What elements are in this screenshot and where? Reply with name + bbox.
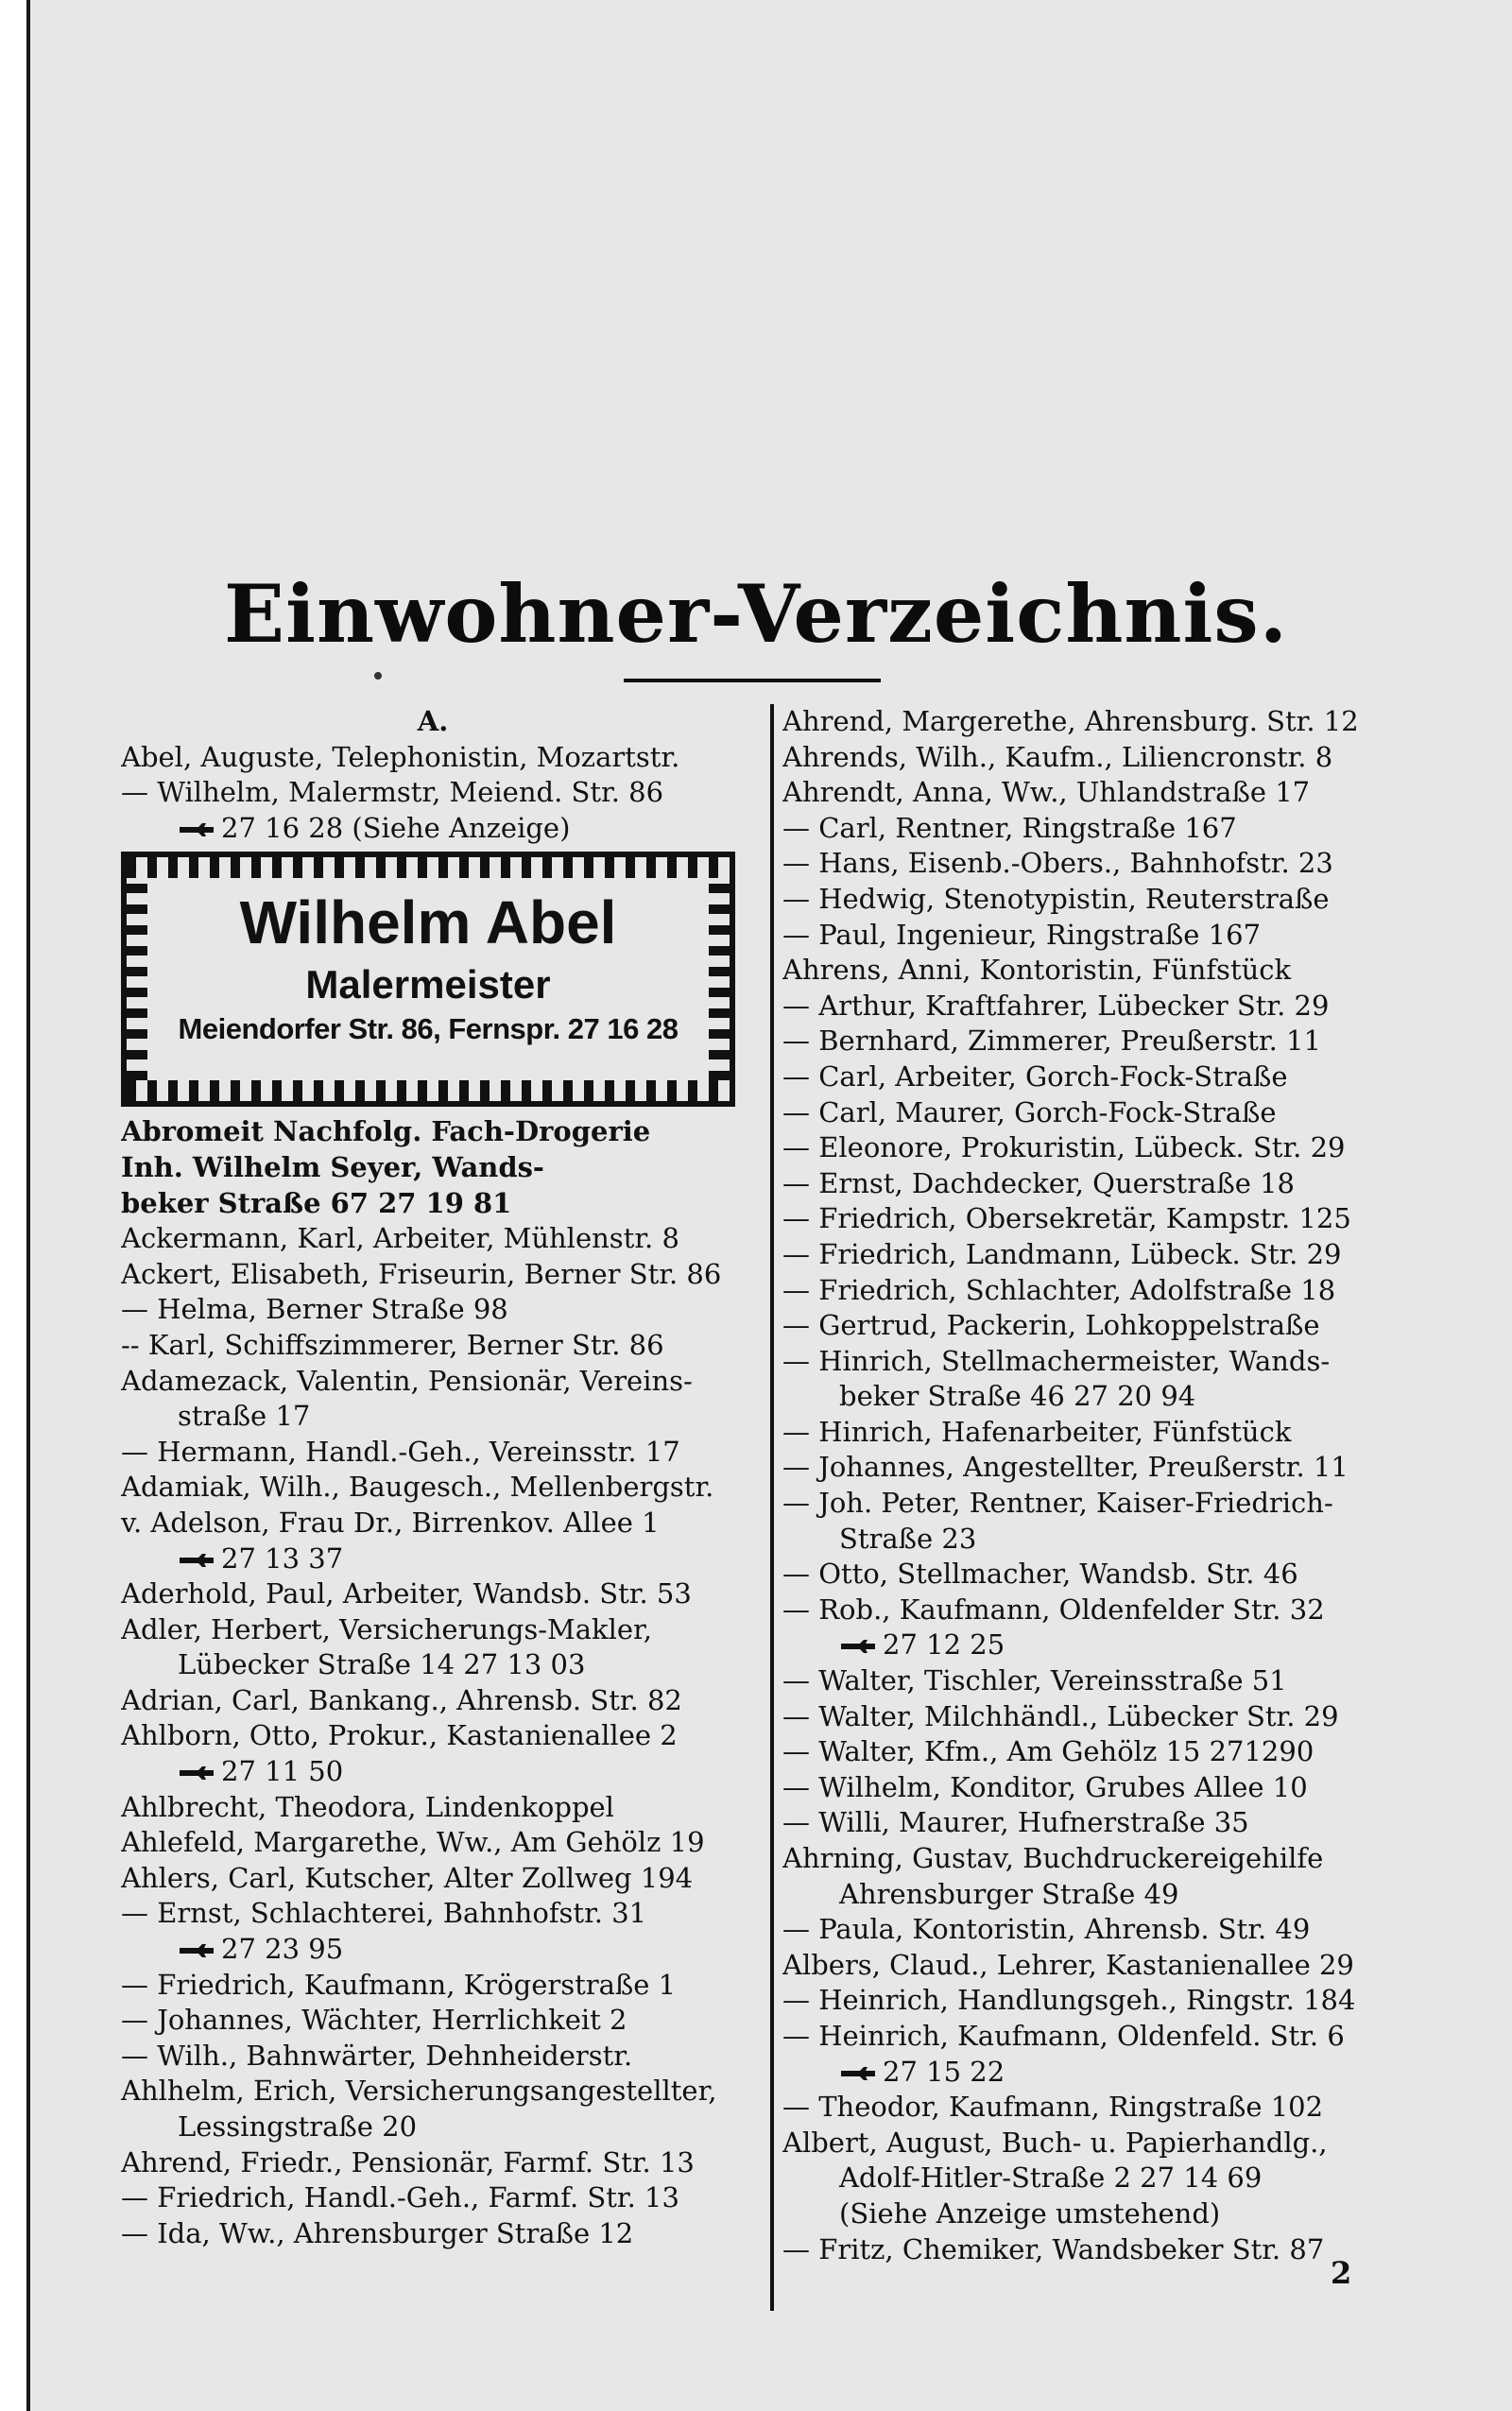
pointing-hand-icon xyxy=(178,821,215,838)
directory-entry-line xyxy=(782,2232,1406,2268)
right-column xyxy=(782,704,1406,2267)
entry-text: — Johannes, Wächter, Herrlichkeit 2 xyxy=(121,2004,627,2037)
directory-entry-line xyxy=(121,1576,745,1612)
entry-text: 27 13 37 xyxy=(221,1541,344,1575)
directory-entry-line xyxy=(782,1450,1406,1486)
entry-text: Albert, August, Buch- u. Papierhandlg., xyxy=(782,2126,1328,2159)
directory-entry-line xyxy=(121,1683,745,1719)
entry-text: — Paula, Kontoristin, Ahrensb. Str. 49 xyxy=(782,1913,1311,1946)
directory-entry-line xyxy=(782,1166,1406,1202)
directory-entry-line xyxy=(121,1506,745,1541)
directory-entry-line xyxy=(782,1912,1406,1948)
entry-text: Lübecker Straße 14 27 13 03 xyxy=(178,1648,586,1681)
left-column xyxy=(121,704,745,2251)
pointing-hand-icon xyxy=(839,1638,877,1655)
directory-entry-line xyxy=(782,1770,1406,1806)
directory-entry-line xyxy=(782,1593,1406,1628)
directory-entry-line xyxy=(782,918,1406,954)
directory-entry-line xyxy=(782,1059,1406,1095)
directory-entry-line xyxy=(782,1877,1406,1913)
directory-entry-line xyxy=(782,1948,1406,1984)
directory-entry-line xyxy=(121,2145,745,2181)
entry-text: — Hinrich, Stellmachermeister, Wands- xyxy=(782,1344,1331,1377)
entry-text: — Ernst, Dachdecker, Querstraße 18 xyxy=(782,1166,1295,1199)
entry-text: — Walter, Milchhändl., Lübecker Str. 29 xyxy=(782,1699,1339,1732)
directory-entry-line xyxy=(121,1825,745,1861)
entry-text: Abromeit Nachfolg. Fach-Drogerie xyxy=(121,1115,651,1148)
directory-entry-line xyxy=(121,704,745,740)
entry-text: Ahrends, Wilh., Kaufm., Liliencronstr. 8 xyxy=(782,740,1333,773)
entry-text: Ahlborn, Otto, Prokur., Kastanienallee 2 xyxy=(121,1719,678,1752)
directory-entry-line xyxy=(782,1273,1406,1309)
entry-text: — Carl, Rentner, Ringstraße 167 xyxy=(782,811,1237,844)
entry-text: — Gertrud, Packerin, Lohkoppelstraße xyxy=(782,1309,1320,1342)
directory-entry-line xyxy=(782,1415,1406,1451)
entry-text: — Heinrich, Kaufmann, Oldenfeld. Str. 6 xyxy=(782,2019,1345,2052)
advertisement-box xyxy=(121,852,735,1107)
entry-text: — Hermann, Handl.-Geh., Vereinsstr. 17 xyxy=(121,1435,680,1468)
entry-text: — Heinrich, Handlungsgeh., Ringstr. 184 xyxy=(782,1984,1356,2017)
directory-entry-line xyxy=(782,1663,1406,1699)
entry-text: 27 12 25 xyxy=(883,1628,1005,1662)
directory-entry-line xyxy=(121,1932,745,1968)
entry-text: Straße 23 xyxy=(839,1522,977,1555)
directory-entry-line xyxy=(121,1790,745,1826)
entry-text: Ahlbrecht, Theodora, Lindenkoppel xyxy=(121,1790,614,1823)
directory-entry-line xyxy=(782,1308,1406,1344)
entry-text: 27 11 50 xyxy=(221,1755,344,1788)
entry-text: Adolf-Hitler-Straße 2 27 14 69 xyxy=(839,2161,1263,2195)
entry-text: — Friedrich, Handl.-Geh., Farmf. Str. 13 xyxy=(121,2181,679,2214)
pointing-hand-icon xyxy=(178,1942,215,1959)
directory-entry-line xyxy=(121,2074,745,2110)
directory-entry-line xyxy=(782,882,1406,918)
entry-text: — Johannes, Angestellter, Preußerstr. 11 xyxy=(782,1451,1349,1484)
page-title: Einwohner-Verzeichnis. xyxy=(224,567,1288,661)
directory-entry-line xyxy=(782,1805,1406,1841)
directory-entry-line xyxy=(121,1435,745,1471)
directory-entry-line xyxy=(782,1130,1406,1166)
left-entries-before-ad xyxy=(121,704,745,846)
directory-entry-line xyxy=(782,1557,1406,1593)
entry-text: — Friedrich, Landmann, Lübeck. Str. 29 xyxy=(782,1237,1342,1270)
entry-text: Ahrend, Margerethe, Ahrensburg. Str. 12 xyxy=(782,705,1359,737)
directory-entry-line xyxy=(121,740,745,776)
entry-text: Ackermann, Karl, Arbeiter, Mühlenstr. 8 xyxy=(121,1222,679,1255)
directory-entry-line xyxy=(782,953,1406,989)
entry-text: Adler, Herbert, Versicherungs-Makler, xyxy=(121,1612,652,1645)
directory-entry-line xyxy=(121,1186,745,1222)
directory-entry-line xyxy=(782,1627,1406,1663)
entry-text: — Willi, Maurer, Hufnerstraße 35 xyxy=(782,1806,1249,1839)
directory-entry-line xyxy=(121,1470,745,1506)
pointing-hand-icon xyxy=(839,2065,877,2082)
entry-text: 27 15 22 xyxy=(883,2055,1005,2088)
directory-entry-line xyxy=(121,2216,745,2252)
entry-text: straße 17 xyxy=(178,1400,311,1433)
entry-text: Ahrensburger Straße 49 xyxy=(839,1877,1179,1910)
ad-business-name: Wilhelm Abel xyxy=(239,888,617,957)
directory-entry-line xyxy=(121,1861,745,1897)
entry-text: — Arthur, Kraftfahrer, Lübecker Str. 29 xyxy=(782,989,1330,1022)
directory-entry-line xyxy=(782,704,1406,740)
entry-text: — Wilh., Bahnwärter, Dehnheiderstr. xyxy=(121,2039,633,2072)
entry-text: — Friedrich, Obersekretär, Kampstr. 125 xyxy=(782,1202,1351,1235)
entry-text: — Bernhard, Zimmerer, Preußerstr. 11 xyxy=(782,1025,1321,1058)
directory-entry-line xyxy=(121,2110,745,2145)
directory-entry-line xyxy=(782,2090,1406,2126)
directory-entry-line xyxy=(782,1379,1406,1415)
left-entries-after-ad xyxy=(121,1114,745,2251)
entry-text: — Helma, Berner Straße 98 xyxy=(121,1293,508,1326)
directory-entry-line xyxy=(782,989,1406,1025)
entry-text: beker Straße 46 27 20 94 xyxy=(839,1380,1196,1413)
directory-entry-line xyxy=(121,1647,745,1683)
directory-entry-line xyxy=(782,2161,1406,2196)
directory-entry-line xyxy=(782,1486,1406,1522)
entry-text: — Walter, Kfm., Am Gehölz 15 271290 xyxy=(782,1735,1314,1768)
directory-entry-line xyxy=(121,1364,745,1400)
directory-entry-line xyxy=(782,2055,1406,2091)
entry-text: Inh. Wilhelm Seyer, Wands- xyxy=(121,1150,544,1183)
directory-entry-line xyxy=(121,2003,745,2039)
directory-entry-line xyxy=(782,846,1406,882)
entry-text: — Carl, Maurer, Gorch-Fock-Straße xyxy=(782,1095,1277,1128)
entry-text: — Hedwig, Stenotypistin, Reuterstraße xyxy=(782,882,1330,915)
directory-entry-line xyxy=(121,1541,745,1577)
entry-text: — Otto, Stellmacher, Wandsb. Str. 46 xyxy=(782,1558,1298,1591)
directory-entry-line xyxy=(121,1292,745,1328)
directory-entry-line xyxy=(782,1344,1406,1380)
entry-text: 27 16 28 (Siehe Anzeige) xyxy=(221,811,571,844)
entry-text: Adrian, Carl, Bankang., Ahrensb. Str. 82 xyxy=(121,1683,682,1716)
entry-text: Ackert, Elisabeth, Friseurin, Berner Str. 86 xyxy=(121,1257,722,1290)
directory-entry-line xyxy=(121,775,745,811)
entry-text: — Hinrich, Hafenarbeiter, Fünfstück xyxy=(782,1415,1292,1448)
entry-text: Ahrens, Anni, Kontoristin, Fünfstück xyxy=(782,954,1292,987)
directory-entry-line xyxy=(121,2039,745,2075)
entry-text: Abel, Auguste, Telephonistin, Mozartstr. xyxy=(121,740,680,773)
entry-text: — Friedrich, Schlachter, Adolfstraße 18 xyxy=(782,1273,1336,1306)
directory-entry-line xyxy=(121,1150,745,1186)
entry-text: — Carl, Arbeiter, Gorch-Fock-Straße xyxy=(782,1059,1288,1093)
pointing-hand-icon xyxy=(178,1552,215,1569)
entry-text: — Theodor, Kaufmann, Ringstraße 102 xyxy=(782,2091,1324,2124)
column-divider xyxy=(770,704,774,2311)
directory-entry-line xyxy=(121,1114,745,1150)
directory-entry-line xyxy=(782,1201,1406,1237)
entry-text: -- Karl, Schiffszimmerer, Berner Str. 86 xyxy=(121,1328,664,1361)
entry-text: — Wilhelm, Malermstr, Meiend. Str. 86 xyxy=(121,776,664,809)
entry-text: — Paul, Ingenieur, Ringstraße 167 xyxy=(782,918,1262,951)
directory-entry-line xyxy=(782,775,1406,811)
entry-text: Ahrend, Friedr., Pensionär, Farmf. Str. 13 xyxy=(121,2145,695,2179)
entry-text: Adamiak, Wilh., Baugesch., Mellenbergstr. xyxy=(121,1471,714,1504)
ink-speck xyxy=(374,672,382,680)
directory-entry-line xyxy=(121,1754,745,1790)
entry-text: — Rob., Kaufmann, Oldenfelder Str. 32 xyxy=(782,1593,1325,1626)
directory-entry-line xyxy=(782,1522,1406,1558)
directory-entry-line xyxy=(121,1896,745,1932)
entry-text: — Fritz, Chemiker, Wandsbeker Str. 87 xyxy=(782,2232,1325,2265)
entry-text: Aderhold, Paul, Arbeiter, Wandsb. Str. 53 xyxy=(121,1577,692,1610)
entry-text: Albers, Claud., Lehrer, Kastanienallee 29 xyxy=(782,1948,1354,1981)
entry-text: — Wilhelm, Konditor, Grubes Allee 10 xyxy=(782,1770,1308,1803)
pointing-hand-icon xyxy=(178,1765,215,1782)
entry-text: — Joh. Peter, Rentner, Kaiser-Friedrich- xyxy=(782,1487,1333,1520)
directory-entry-line xyxy=(782,1983,1406,2019)
directory-entry-line xyxy=(782,1699,1406,1735)
directory-entry-line xyxy=(782,1237,1406,1273)
entry-text: — Friedrich, Kaufmann, Krögerstraße 1 xyxy=(121,1968,677,2001)
entry-text: 27 23 95 xyxy=(221,1933,344,1966)
entry-text: (Siehe Anzeige umstehend) xyxy=(839,2196,1221,2230)
entry-text: v. Adelson, Frau Dr., Birrenkov. Allee 1 xyxy=(121,1506,660,1539)
directory-entry-line xyxy=(121,1221,745,1257)
ad-address: Meiendorfer Str. 86, Fernspr. 27 16 28 xyxy=(178,1012,679,1046)
entry-text: — Ida, Ww., Ahrensburger Straße 12 xyxy=(121,2216,634,2249)
directory-entry-line xyxy=(121,1718,745,1754)
directory-entry-line xyxy=(782,2126,1406,2161)
directory-entry-line xyxy=(782,1841,1406,1877)
ad-content xyxy=(147,878,709,1080)
entry-text: — Eleonore, Prokuristin, Lübeck. Str. 29 xyxy=(782,1131,1346,1164)
title-underline xyxy=(624,679,881,682)
directory-entry-line xyxy=(782,1024,1406,1059)
entry-text: Ahrendt, Anna, Ww., Uhlandstraße 17 xyxy=(782,776,1311,809)
entry-text: — Walter, Tischler, Vereinsstraße 51 xyxy=(782,1664,1287,1697)
directory-entry-line xyxy=(782,1734,1406,1770)
directory-entry-line xyxy=(121,811,745,847)
directory-entry-line xyxy=(782,2019,1406,2055)
ad-trade: Malermeister xyxy=(305,962,551,1007)
directory-entry-line xyxy=(121,1257,745,1293)
entry-text: — Ernst, Schlachterei, Bahnhofstr. 31 xyxy=(121,1897,647,1930)
entry-text: — Hans, Eisenb.-Obers., Bahnhofstr. 23 xyxy=(782,847,1333,880)
directory-entry-line xyxy=(121,1399,745,1435)
entry-text: Ahlefeld, Margarethe, Ww., Am Gehölz 19 xyxy=(121,1826,705,1859)
directory-entry-line xyxy=(782,1095,1406,1131)
page-number: 2 xyxy=(1331,2255,1352,2291)
entry-text: Ahrning, Gustav, Buchdruckereigehilfe xyxy=(782,1842,1324,1874)
entry-text: Lessingstraße 20 xyxy=(178,2110,418,2143)
directory-entry-line xyxy=(782,740,1406,776)
entry-text: A. xyxy=(417,705,449,737)
directory-entry-line xyxy=(782,2196,1406,2232)
entry-text: Ahlhelm, Erich, Versicherungsangestellter, xyxy=(121,2075,717,2108)
directory-entry-line xyxy=(121,2180,745,2216)
directory-entry-line xyxy=(121,1968,745,2004)
entry-text: Adamezack, Valentin, Pensionär, Vereins- xyxy=(121,1364,693,1397)
directory-entry-line xyxy=(782,811,1406,847)
directory-entry-line xyxy=(121,1328,745,1364)
entry-text: Ahlers, Carl, Kutscher, Alter Zollweg 194 xyxy=(121,1861,694,1894)
entry-text: beker Straße 67 27 19 81 xyxy=(121,1186,512,1219)
directory-entry-line xyxy=(121,1612,745,1648)
